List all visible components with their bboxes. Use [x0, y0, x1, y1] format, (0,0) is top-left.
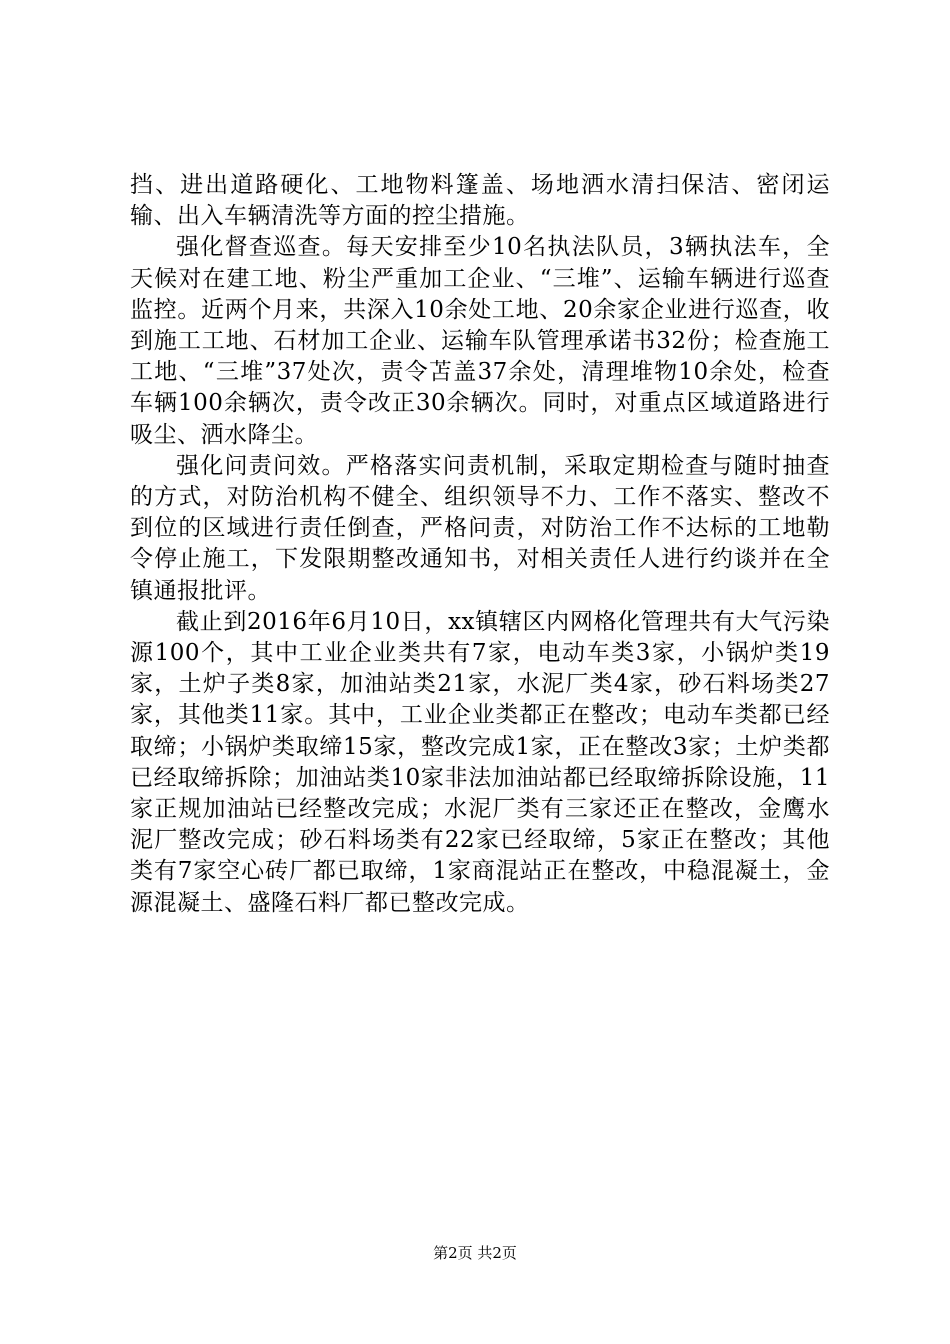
document-body — [130, 170, 830, 919]
paragraph-accountability: 强化问责问效。严格落实问责机制，采取定期检查与随时抽查的方式，对防治机构不健全、组织领导不力、工作不落实、整改不到位的区域进行责任倒查，严格问责，对防治工作不达标的工地勒令停止施工，下发限期整改通知书，对相关责任人进行约谈并在全镇通报批评。 — [130, 452, 830, 604]
paragraph-pollution-sources: 截止到2016年6月10日，xx镇辖区内网格化管理共有大气污染源100个，其中工业企业类共有7家，电动车类3家，小锅炉类19家，土炉子类8家，加油站类21家，水泥厂类4家，砂石料场类27家，其他类11家。其中，工业企业类都正在整改；电动车类都已经取缔；小锅炉类取缔15家，整改完成1家，正在整改3家；土炉类都已经取缔拆除；加油站类10家非法加油站都已经取缔拆除设施，11家正规加油站已经整改完成；水泥厂类有三家还正在整改，金鹰水泥厂整改完成；砂石料场类有22家已经取缔，5家正在整改；其他类有7家空心砖厂都已取缔，1家商混站正在整改，中稳混凝土，金源混凝土、盛隆石料厂都已整改完成。 — [130, 608, 830, 916]
page-number-footer: 第2页 共2页 — [433, 1244, 517, 1262]
paragraph-control-measures: 挡、进出道路硬化、工地物料篷盖、场地洒水清扫保洁、密闭运输、出入车辆清洗等方面的控尘措施。 — [130, 172, 830, 230]
paragraph-inspection: 强化督查巡查。每天安排至少10名执法队员，3辆执法车，全天候对在建工地、粉尘严重加工企业、“三堆”、运输车辆进行巡查监控。近两个月来，共深入10余处工地、20余家企业进行巡查，收到施工工地、石材加工企业、运输车队管理承诺书32份；检查施工工地、“三堆”37处次，责令苫盖37余处，清理堆物10余处，检查车辆100余辆次，责令改正30余辆次。同时，对重点区域道路进行吸尘、洒水降尘。 — [130, 234, 830, 448]
